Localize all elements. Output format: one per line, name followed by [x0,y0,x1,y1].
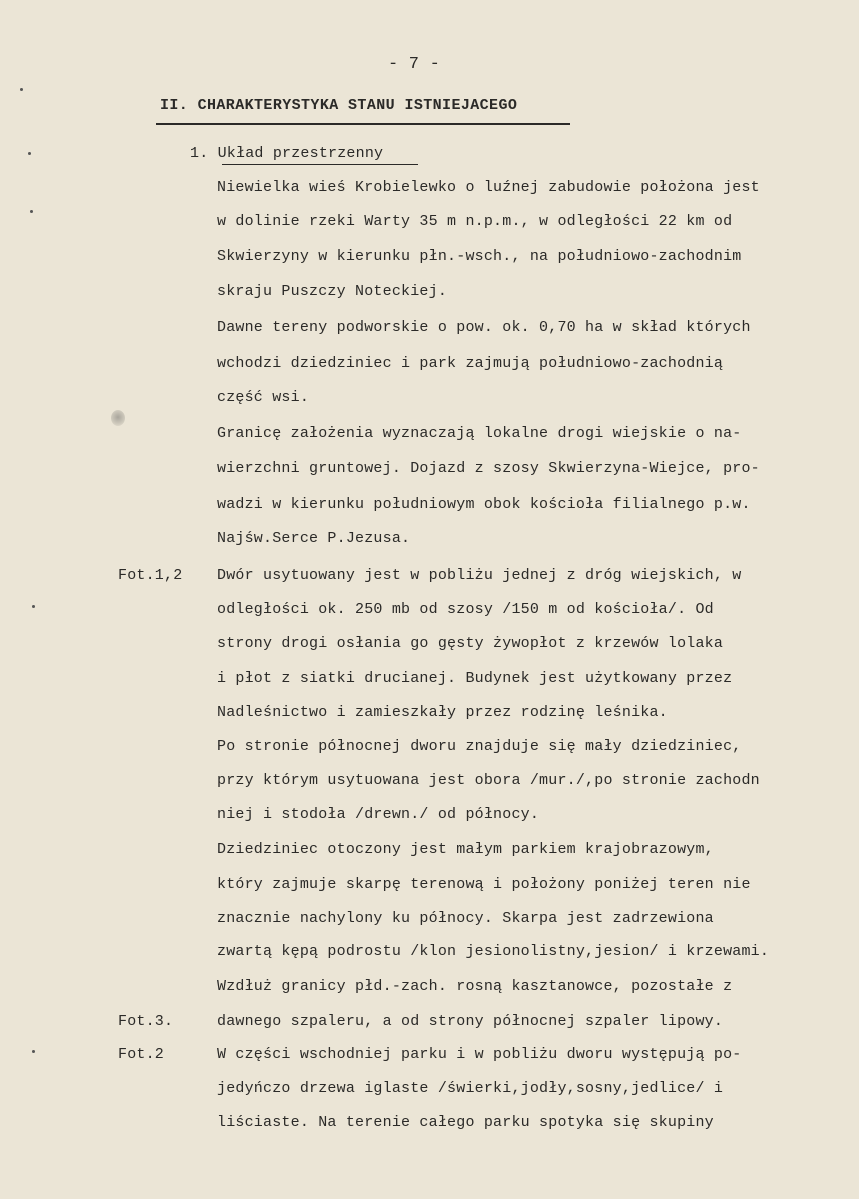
body-line: znacznie nachylony ku północy. Skarpa jest zadrzewiona [217,910,714,927]
margin-mark [30,210,33,213]
body-line: Dziedziniec otoczony jest małym parkiem krajobrazowym, [217,841,714,858]
photo-ref-label: Fot.1,2 [118,567,183,584]
heading-underline [156,123,570,125]
subsection-underline [222,164,418,165]
body-line: dawnego szpaleru, a od strony północnej szpaler lipowy. [217,1013,724,1030]
section-heading: II. CHARAKTERYSTYKA STANU ISTNIEJACEGO [160,97,518,114]
body-line: wierzchni gruntowej. Dojazd z szosy Skwierzyna-Wiejce, pro- [217,460,760,477]
body-line: Nadleśnictwo i zamieszkały przez rodzinę leśnika. [217,704,668,721]
subsection-title: 1. Układ przestrzenny [190,145,384,162]
body-line: Wzdłuż granicy płd.-zach. rosną kasztanowce, pozostałe z [217,978,733,995]
body-line: Po stronie północnej dworu znajduje się mały dziedziniec, [217,738,742,755]
punch-hole [111,410,125,426]
body-line: W części wschodniej parku i w pobliżu dworu występują po- [217,1046,742,1063]
margin-mark [20,88,23,91]
body-line: Granicę założenia wyznaczają lokalne drogi wiejskie o na- [217,425,742,442]
body-line: i płot z siatki drucianej. Budynek jest użytkowany przez [217,670,733,687]
body-line: Najśw.Serce P.Jezusa. [217,530,411,547]
body-line: zwartą kępą podrostu /klon jesionolistny,jesion/ i krzewami. [217,943,770,960]
body-line: skraju Puszczy Noteckiej. [217,283,448,300]
body-line: Skwierzyny w kierunku płn.-wsch., na południowo-zachodnim [217,248,742,265]
body-line: strony drogi osłania go gęsty żywopłot z krzewów lolaka [217,635,724,652]
margin-mark [32,1050,35,1053]
body-line: liściaste. Na terenie całego parku spotyka się skupiny [217,1114,714,1131]
body-line: niej i stodoła /drewn./ od północy. [217,806,540,823]
body-line: który zajmuje skarpę terenową i położony poniżej teren nie [217,876,751,893]
body-line: Dawne tereny podworskie o pow. ok. 0,70 ha w skład których [217,319,751,336]
margin-mark [28,152,31,155]
body-line: wchodzi dziedziniec i park zajmują południowo-zachodnią [217,355,724,372]
body-line: jedyńczo drzewa iglaste /świerki,jodły,sosny,jedlice/ i [217,1080,724,1097]
body-line: część wsi. [217,389,310,406]
body-line: Dwór usytuowany jest w pobliżu jednej z dróg wiejskich, w [217,567,742,584]
body-line: w dolinie rzeki Warty 35 m n.p.m., w odległości 22 km od [217,213,733,230]
photo-ref-label: Fot.2 [118,1046,165,1063]
photo-ref-label: Fot.3. [118,1013,174,1030]
body-line: Niewielka wieś Krobielewko o luźnej zabudowie położona jest [217,179,760,196]
body-line: wadzi w kierunku południowym obok kościoła filialnego p.w. [217,496,751,513]
body-line: przy którym usytuowana jest obora /mur./,po stronie zachodn [217,772,760,789]
margin-mark [32,605,35,608]
page-number: - 7 - [388,55,441,74]
body-line: odległości ok. 250 mb od szosy /150 m od kościoła/. Od [217,601,714,618]
